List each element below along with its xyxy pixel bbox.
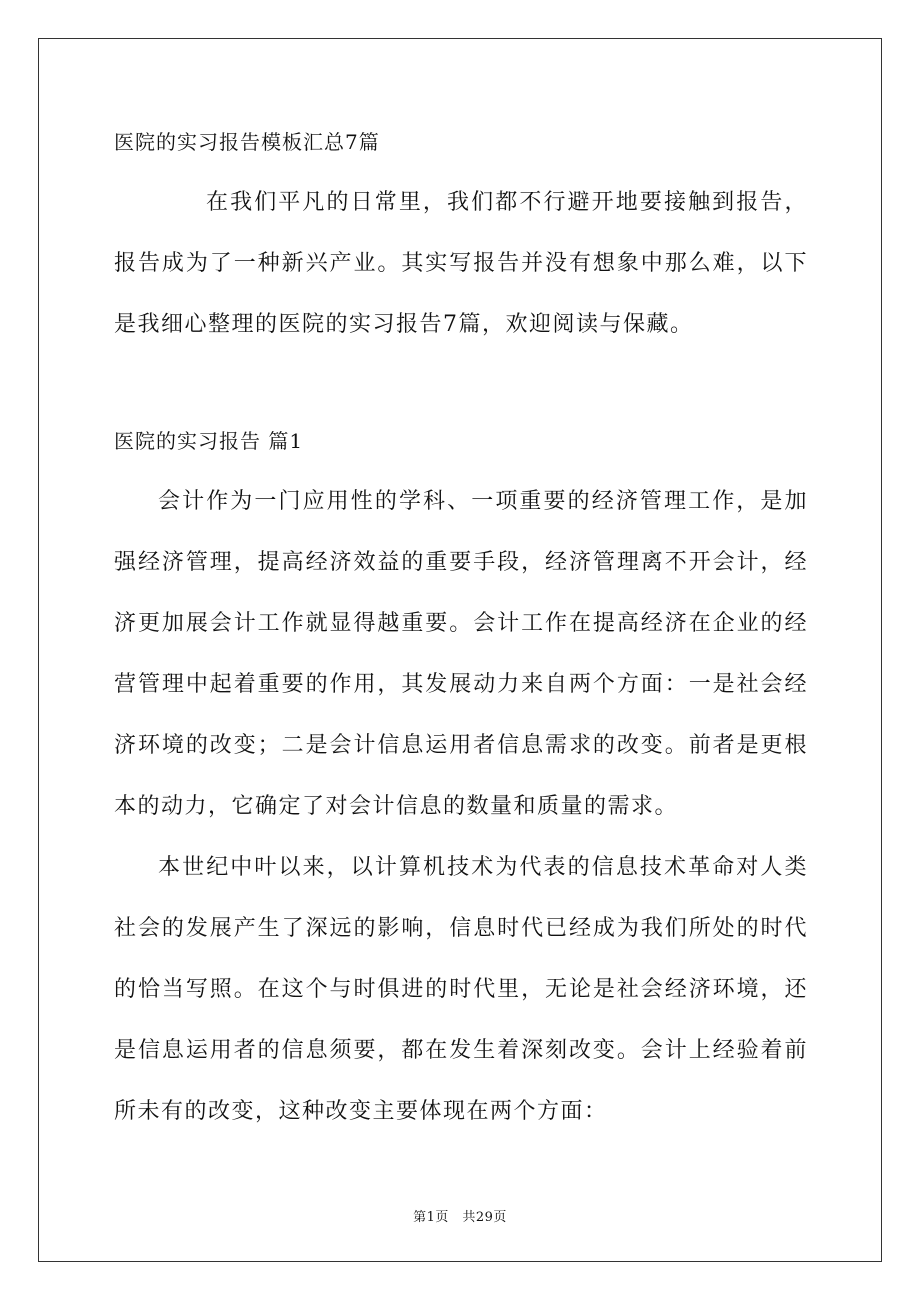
body-paragraph: 本世纪中叶以来，以计算机技术为代表的信息技术革命对人类社会的发展产生了深远的影响，信息时代已经成为我们所处的时代的恰当写照。在这个与时俱进的时代里，无论是社会经济环境，还是信息运用者的信息须要，都在发生着深刻改变。会计上经验着前所未有的改变，这种改变主要体现在两个方面： <box>114 855 808 1124</box>
document-title: 医院的实习报告模板汇总7篇 <box>114 130 380 154</box>
body-paragraph: 会计作为一门应用性的学科、一项重要的经济管理工作，是加强经济管理，提高经济效益的重要手段，经济管理离不开会计，经济更加展会计工作就显得越重要。会计工作在提高经济在企业的经营管理中起着重要的作用，其发展动力来自两个方面：一是社会经济环境的改变；二是会计信息运用者信息需求的改变。前者是更根本的动力，它确定了对会计信息的数量和质量的需求。 <box>114 489 808 819</box>
page-number-footer: 第1页 共29页 <box>413 1210 507 1225</box>
document-body <box>114 120 808 1142</box>
intro-paragraph: 在我们平凡的日常里，我们都不行避开地要接触到报告，报告成为了一种新兴产业。其实写报告并没有想象中那么难，以下是我细心整理的医院的实习报告7篇，欢迎阅读与保藏。 <box>114 190 808 337</box>
section-heading: 医院的实习报告 篇1 <box>114 429 304 453</box>
